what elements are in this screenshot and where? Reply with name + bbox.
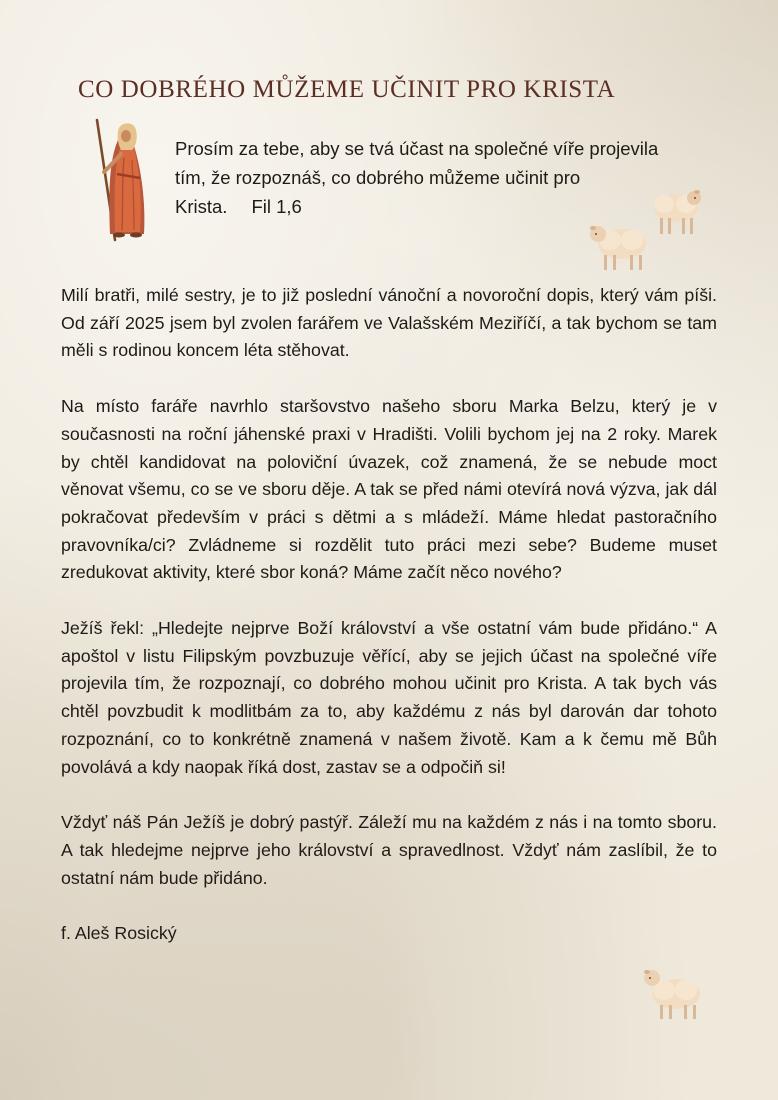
paragraph: Na místo faráře navrhlo staršovstvo našeho sboru Marka Belzu, který je v současnosti na roční jáhenské praxi v Hradišti. Volili bychom jej na 2 roky. Marek by chtěl kandidovat na poloviční úvazek, což znamená, že se nebude moct věnovat všemu, co se ve sboru děje. A tak se před námi otevírá nová výzva, jak dál pokračovat především v práci s dětmi a s mládeží. Máme hledat pastoračního pravovníka/ci? Zvládneme si rozdělit tuto práci mezi sebe? Budeme muset zredukovat aktivity, které sbor koná? Máme začít něco nového?: [61, 396, 717, 583]
verse-text: Prosím za tebe, aby se tvá účast na společné víře projevila tím, že rozpoznáš, co dobrého můžeme učinit pro Krista.: [175, 138, 659, 217]
shepherd-icon: [88, 118, 158, 242]
bible-verse: [175, 134, 675, 221]
sheep-icon: [638, 962, 708, 1022]
paragraph: Ježíš řekl: „Hledejte nejprve Boží království a vše ostatní vám bude přidáno.“ A apoštol v listu Filipským povzbuzuje věřící, aby se jejich účast na společné víře projevila tím, že rozpoznají, co dobrého mohou učinit pro Krista. A tak bych vás chtěl povzbudit k modlitbám za to, aby každému z nás byl darován dar tohoto rozpoznání, co to konkrétně znamená v našem životě. Kam a k čemu mě Bůh povolává a kdy naopak říká dost, zastav se a odpočiň si!: [61, 618, 717, 777]
letter-body: [61, 282, 717, 948]
sheep-icon: [586, 214, 654, 272]
signature: f. Aleš Rosický: [61, 923, 177, 944]
verse-reference: Fil 1,6: [251, 196, 302, 217]
paragraph: Milí bratři, milé sestry, je to již poslední vánoční a novoroční dopis, který vám píši. Od září 2025 jsem byl zvolen farářem ve Valašském Meziříčí, a tak bychom se tam měli s rodinou koncem léta stěhovat.: [61, 285, 717, 361]
paragraph: Vždyť náš Pán Ježíš je dobrý pastýř. Záleží mu na každém z nás i na tomto sboru. A tak hledejme nejprve jeho království a spravedlnost. Vždyť nám zaslíbil, že to ostatní nám bude přidáno.: [61, 812, 717, 888]
page-title: CO DOBRÉHO MŮŽEME UČINIT PRO KRISTA: [78, 76, 616, 103]
